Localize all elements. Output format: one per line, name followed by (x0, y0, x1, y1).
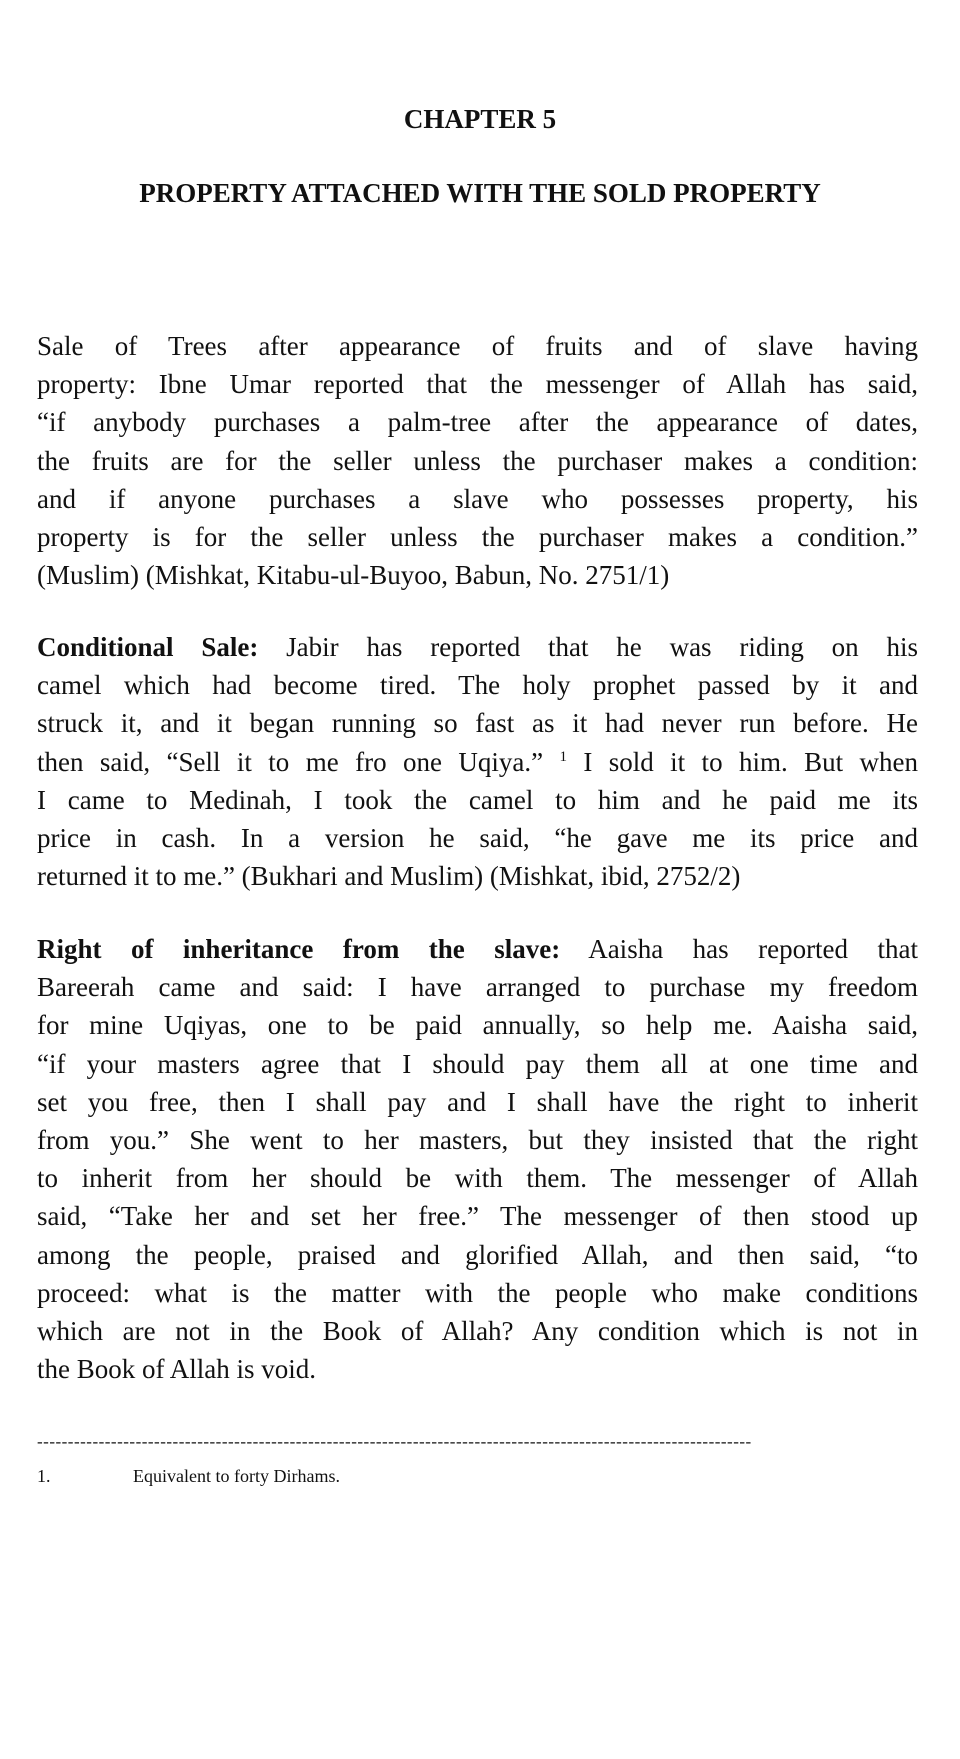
text-line (37, 930, 918, 968)
text-line: Sale of Trees after appearance of fruits and of slave having (37, 331, 918, 361)
text-line: struck it, and it began running so fast as it had never run before. He (37, 708, 918, 739)
text-line: for mine Uqiyas, one to be paid annually, so help me. Aaisha said, (37, 1010, 918, 1041)
text-line: (Muslim) (Mishkat, Kitabu-ul-Buyoo, Babun, No. 2751/1) (37, 560, 670, 591)
text-line (37, 743, 918, 781)
footnote-text: Equivalent to forty Dirhams. (133, 1466, 340, 1486)
paragraph-trees-sale (37, 327, 918, 594)
chapter-heading: PROPERTY ATTACHED WITH THE SOLD PROPERTY (139, 178, 821, 208)
text-line: I came to Medinah, I took the camel to him and he paid me its (37, 784, 918, 815)
text-line (37, 628, 918, 666)
text-line: returned it to me.” (Bukhari and Muslim) (Mishkat, ibid, 2752/2) (37, 861, 741, 892)
text-line: property: Ibne Umar reported that the messenger of Allah has said, (37, 369, 918, 400)
text-line: camel which had become tired. The holy prophet passed by it and (37, 670, 918, 701)
run-in-heading: Conditional Sale: (37, 632, 259, 662)
text-run: Jabir has reported that he was riding on his (258, 632, 918, 662)
text-line: among the people, praised and glorified Allah, and then said, “to (37, 1239, 918, 1270)
text-line: price in cash. In a version he said, “he gave me its price and (37, 822, 918, 853)
text-line: Bareerah came and said: I have arranged to purchase my freedom (37, 972, 918, 1003)
text-line: the Book of Allah is void. (37, 1354, 316, 1385)
paragraph-conditional-sale (37, 628, 918, 895)
text-line: proceed: what is the matter with the people who make conditions (37, 1277, 918, 1308)
paragraph-inheritance (37, 930, 918, 1388)
text-line: from you.” She went to her masters, but they insisted that the right (37, 1124, 918, 1155)
run-in-heading: Right of inheritance from the slave: (37, 934, 561, 964)
footnote-number: 1. (37, 1466, 51, 1486)
text-run: I sold it to him. But when (566, 746, 919, 777)
text-line: which are not in the Book of Allah? Any condition which is not in (37, 1315, 918, 1346)
footnote-reference: 1 (559, 748, 567, 765)
text-line: set you free, then I shall pay and I shall have the right to inherit (37, 1086, 918, 1117)
text-run: Aaisha has reported that (560, 934, 918, 964)
text-line: property is for the seller unless the purchaser makes a condition.” (37, 521, 918, 552)
footnote-separator: -------------------------------------------------------------------------------------------------------------------- (37, 1432, 752, 1451)
text-line: to inherit from her should be with them. The messenger of Allah (37, 1163, 918, 1194)
text-line: “if anybody purchases a palm-tree after the appearance of dates, (37, 407, 918, 438)
text-line: “if your masters agree that I should pay them all at one time and (37, 1048, 918, 1079)
text-line: said, “Take her and set her free.” The messenger of then stood up (37, 1201, 918, 1232)
chapter-number: CHAPTER 5 (403, 104, 557, 134)
text-line: and if anyone purchases a slave who possesses property, his (37, 483, 918, 514)
text-line: the fruits are for the seller unless the purchaser makes a condition: (37, 445, 918, 476)
text-run: then said, “Sell it to me fro one Uqiya.” (37, 746, 560, 777)
